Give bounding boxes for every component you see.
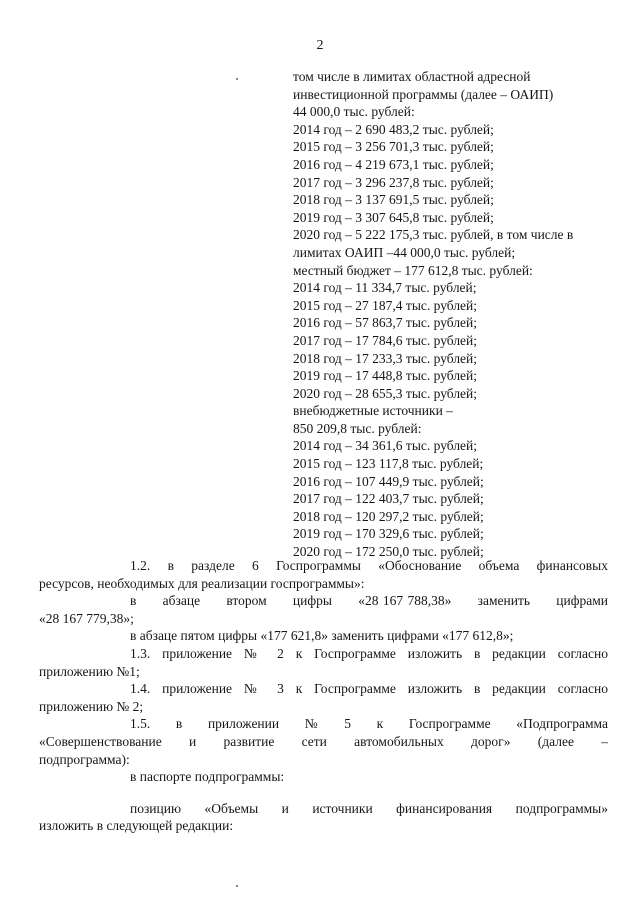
paragraph-position xyxy=(39,800,608,835)
funding-line: 2020 год – 172 250,0 тыс. рублей; xyxy=(293,544,484,560)
funding-line: 44 000,0 тыс. рублей: xyxy=(293,104,415,120)
funding-column xyxy=(293,68,615,561)
paragraph-line: «28 167 779,38»; xyxy=(39,610,134,626)
funding-line: 2018 год – 17 233,3 тыс. рублей; xyxy=(293,350,478,366)
funding-line: 2014 год – 2 690 483,2 тыс. рублей; xyxy=(293,121,494,137)
funding-line: внебюджетные источники – xyxy=(293,403,453,419)
paragraph-abzac-2 xyxy=(39,592,608,627)
funding-line: 2019 год – 170 329,6 тыс. рублей; xyxy=(293,526,484,542)
paragraph-line: изложить в следующей редакции: xyxy=(39,818,234,834)
funding-line: 2017 год – 122 403,7 тыс. рублей; xyxy=(293,491,484,507)
scan-speck xyxy=(236,78,238,80)
paragraph-line: 1.4. приложение № 3 к Госпрограмме изложить в редакции согласно xyxy=(130,681,608,697)
paragraph-gap xyxy=(90,786,608,800)
funding-line: 2015 год – 123 117,8 тыс. рублей; xyxy=(293,456,484,472)
funding-line: 850 209,8 тыс. рублей: xyxy=(293,420,422,436)
funding-line: 2017 год – 3 296 237,8 тыс. рублей; xyxy=(293,174,494,190)
paragraph-1-4 xyxy=(39,680,608,715)
paragraph-line: в паспорте подпрограммы: xyxy=(130,769,285,785)
funding-line: 2015 год – 27 187,4 тыс. рублей; xyxy=(293,297,478,313)
funding-line: 2014 год – 11 334,7 тыс. рублей; xyxy=(293,280,477,296)
funding-line: 2019 год – 17 448,8 тыс. рублей; xyxy=(293,368,478,384)
paragraph-passport xyxy=(90,768,608,786)
funding-line: том числе в лимитах областной адресной xyxy=(293,69,531,84)
funding-line: 2015 год – 3 256 701,3 тыс. рублей; xyxy=(293,139,494,155)
funding-line: 2018 год – 120 297,2 тыс. рублей; xyxy=(293,508,484,524)
paragraph-1-5 xyxy=(39,715,608,768)
funding-line: 2020 год – 28 655,3 тыс. рублей; xyxy=(293,385,478,401)
paragraph-line: позицию «Объемы и источники финансирования подпрограммы» xyxy=(130,800,608,816)
document-body xyxy=(39,557,608,835)
paragraph-line: приложению № 2; xyxy=(39,698,144,714)
funding-line: 2017 год – 17 784,6 тыс. рублей; xyxy=(293,332,478,348)
page-number: 2 xyxy=(316,38,324,53)
paragraph-1-2 xyxy=(39,557,608,592)
paragraph-abzac-5 xyxy=(90,627,608,645)
funding-line: 2019 год – 3 307 645,8 тыс. рублей; xyxy=(293,209,494,225)
paragraph-line: ресурсов, необходимых для реализации госпрограммы»: xyxy=(39,575,365,591)
funding-line: 2016 год – 107 449,9 тыс. рублей; xyxy=(293,473,484,489)
funding-line: 2018 год – 3 137 691,5 тыс. рублей; xyxy=(293,192,494,208)
paragraph-line: подпрограмма): xyxy=(39,751,130,767)
paragraph-line: 1.5. в приложении № 5 к Госпрограмме «Подпрограмма xyxy=(130,716,608,732)
paragraph-line: 1.3. приложение № 2 к Госпрограмме изложить в редакции согласно xyxy=(130,645,608,661)
paragraph-1-3 xyxy=(39,645,608,680)
paragraph-line: в абзаце втором цифры «28 167 788,38» заменить цифрами xyxy=(130,593,608,609)
funding-line: инвестиционной программы (далее – ОАИП) xyxy=(293,86,554,102)
paragraph-line: приложению №1; xyxy=(39,663,140,679)
funding-line: лимитах ОАИП –44 000,0 тыс. рублей; xyxy=(293,244,516,260)
funding-line: 2016 год – 4 219 673,1 тыс. рублей; xyxy=(293,156,494,172)
paragraph-line: «Совершенствование и развитие сети автомобильных дорог» (далее – xyxy=(39,733,608,749)
funding-line: 2020 год – 5 222 175,3 тыс. рублей, в том числе в xyxy=(293,227,574,243)
funding-line: 2014 год – 34 361,6 тыс. рублей; xyxy=(293,438,478,454)
paragraph-line: в абзаце пятом цифры «177 621,8» заменить цифрами «177 612,8»; xyxy=(130,628,514,644)
paragraph-line: 1.2. в разделе 6 Госпрограммы «Обоснование объема финансовых xyxy=(130,558,608,573)
funding-line: 2016 год – 57 863,7 тыс. рублей; xyxy=(293,315,478,331)
funding-line: местный бюджет – 177 612,8 тыс. рублей: xyxy=(293,262,533,278)
scan-speck xyxy=(236,885,238,887)
